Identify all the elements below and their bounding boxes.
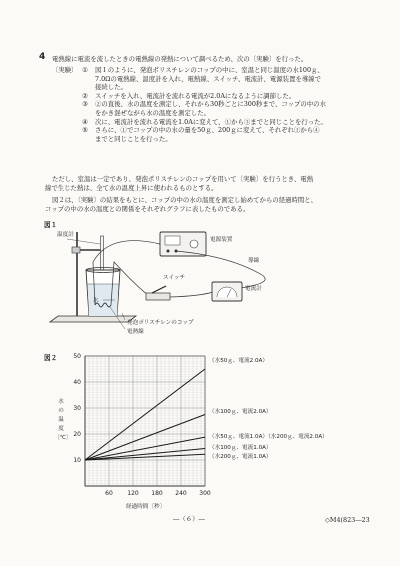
exam-code: ◇M4(823―23	[325, 516, 370, 524]
label-wire: 導線	[248, 258, 260, 264]
x-tick-label: 60	[105, 490, 113, 497]
figure1-label: 図１	[44, 221, 58, 229]
step-number: ④	[82, 117, 88, 126]
y-axis-char: 〔℃〕	[54, 435, 72, 441]
y-tick-label: 10	[73, 457, 81, 464]
chart-ticks	[73, 353, 211, 497]
series-label: （水100ｇ、電流2.0A）	[209, 409, 272, 415]
step-number: ②	[82, 91, 88, 100]
label-water: 水	[93, 298, 99, 304]
question-number: 4	[39, 52, 46, 62]
series-label: （水200ｇ、電流1.0A）	[209, 454, 272, 460]
note-line: コップの中の水の温度との関係をそれぞれグラフに表したものである。	[45, 205, 250, 213]
step-line: スイッチを入れ、電流計を流れる電流が2.0Aになるように調節した。	[95, 91, 296, 100]
label-ammeter: 電流計	[245, 286, 262, 292]
note-line: 線で生じた熱は、全て水の温度上昇に使われるものとする。	[45, 184, 218, 192]
step-line: 7.0Ωの電熱線、温度計を入れ、電熱線、スイッチ、電流計、電源装置を導線で	[95, 74, 322, 83]
y-axis-char: 温	[58, 417, 64, 423]
figure2-label: 図２	[44, 354, 58, 362]
step-line: 図１のように、発泡ポリスチレンのコップの中に、室温と同じ温度の水100ｇ、	[95, 66, 324, 74]
note-line: ただし、室温は一定であり、発泡ポリスチレンのコップを用いて〔実験〕を行うとき、電熱	[52, 175, 314, 183]
series-label: （水50ｇ、電流1.0A）（水200ｇ、電流2.0A）	[209, 434, 328, 440]
step-line: までと同じことを行った。	[95, 134, 172, 143]
step-line: ②の直後、水の温度を測定し、それから30秒ごとに300秒まで、コップの中の水	[95, 100, 326, 109]
y-axis-char: 水	[58, 399, 64, 405]
page-number: ―（６）―	[173, 515, 205, 523]
label-heating-wire: 電熱線	[127, 329, 144, 335]
question-intro: 電熱線に電流を流したときの電熱線の発熱について調べるため、次の〔実験〕を行った。	[52, 55, 308, 63]
series-label: （水100ｇ、電流1.0A）	[209, 445, 272, 451]
y-tick-label: 50	[73, 353, 81, 360]
experiment-tag: 〔実験〕	[52, 66, 78, 74]
label-cup: 発泡ポリスチレンのコップ	[127, 320, 194, 326]
y-axis-char: の	[58, 408, 64, 414]
x-tick-label: 120	[127, 490, 139, 497]
step-line: 接続した。	[95, 83, 127, 92]
y-tick-label: 40	[73, 379, 81, 386]
note-line: 図２は、〔実験〕の結果をもとに、コップの中の水の温度を測定し始めてからの経過時間と、	[52, 196, 318, 204]
x-tick-label: 300	[199, 490, 211, 497]
x-tick-label: 180	[151, 490, 163, 497]
y-tick-label: 30	[73, 405, 81, 412]
x-axis-title: 経過時間〔秒〕	[126, 504, 166, 510]
series-label: （水50ｇ、電流2.0A）	[209, 358, 268, 364]
label-thermometer: 温度計	[57, 232, 74, 238]
step-number: ①	[82, 66, 88, 74]
label-switch: スイッチ	[163, 275, 186, 281]
step-line: さらに、①でコップの中の水の量を50ｇ、200ｇに変えて、それぞれ①から④	[95, 126, 320, 135]
y-axis-char: 度	[58, 426, 64, 432]
step-number: ⑤	[82, 126, 88, 135]
step-line: 次に、電流計を流れる電流を1.0Aに変えて、①から③までと同じことを行った。	[95, 117, 327, 126]
y-tick-label: 20	[73, 431, 81, 438]
x-tick-label: 240	[175, 490, 187, 497]
step-number: ③	[82, 100, 88, 109]
step-line: をかき混ぜながら水の温度を測定した。	[95, 108, 211, 117]
label-power-supply: 電源装置	[210, 237, 233, 243]
